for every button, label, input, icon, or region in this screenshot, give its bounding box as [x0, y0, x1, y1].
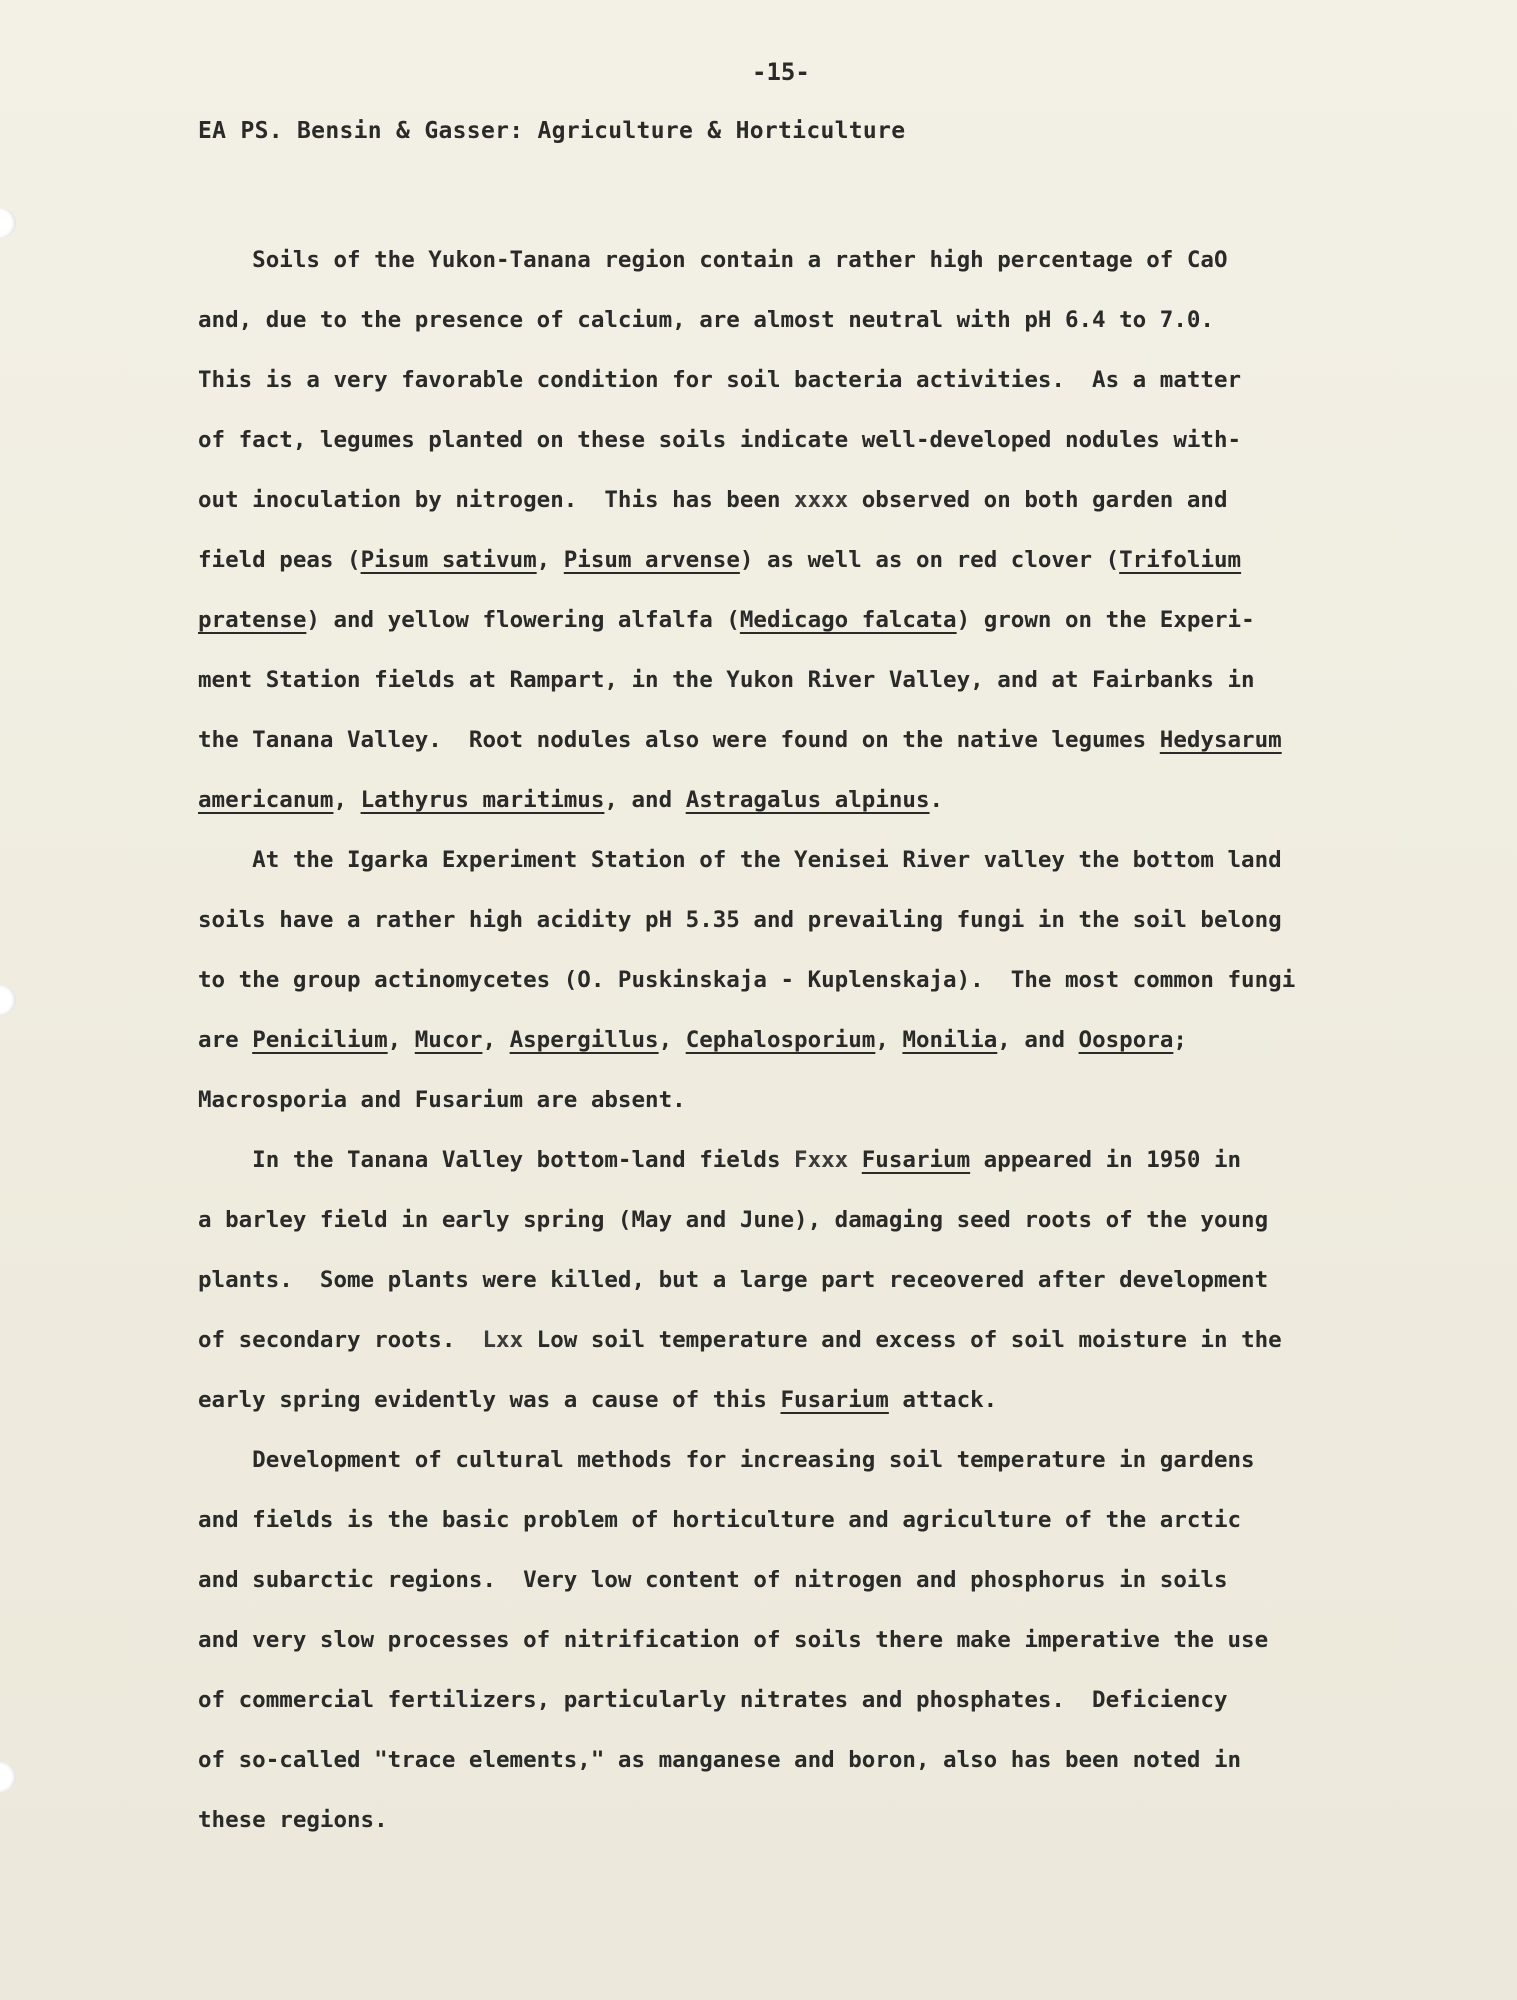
text-segment: [848, 1147, 862, 1173]
text-segment: .: [929, 787, 944, 813]
punch-hole: [0, 985, 16, 1015]
text-line: [198, 470, 1438, 530]
text-segment: ) and yellow flowering alfalfa (: [306, 607, 740, 633]
text-segment: Development of cultural methods for increasing soil temperature in gardens: [198, 1447, 1255, 1473]
text-segment: and fields is the basic problem of horticulture and agriculture of the arctic: [198, 1507, 1242, 1533]
underlined-term: Astragalus alpinus: [685, 787, 930, 813]
underlined-term: Medicago falcata: [739, 607, 957, 633]
text-segment: At the Igarka Experiment Station of the Yenisei River valley the bottom land: [198, 847, 1282, 873]
text-segment: a barley field in early spring (May and June), damaging seed roots of the young: [198, 1207, 1269, 1233]
text-segment: out inoculation by nitrogen. This has been: [198, 487, 795, 513]
text-segment: ment Station fields at Rampart, in the Yukon River Valley, and at Fairbanks in: [198, 667, 1255, 693]
text-segment: In the Tanana Valley bottom-land fields: [198, 1147, 795, 1173]
text-line: [198, 1550, 1438, 1610]
text-segment: of fact, legumes planted on these soils indicate well-developed nodules with-: [198, 427, 1242, 453]
text-segment: ) grown on the Experi-: [956, 607, 1255, 633]
underlined-term: Mucor: [414, 1027, 483, 1053]
text-line: [198, 1490, 1438, 1550]
text-line: [198, 1430, 1438, 1490]
text-line: [198, 410, 1438, 470]
text-segment: This is a very favorable condition for soil bacteria activities. As a matter: [198, 367, 1242, 393]
text-line: [198, 710, 1438, 770]
struck-out-typing: Lxx: [482, 1327, 524, 1353]
underlined-term: Monilia: [902, 1027, 998, 1053]
text-segment: ,: [333, 787, 361, 813]
text-line: [198, 1670, 1438, 1730]
punch-hole: [0, 1762, 16, 1792]
text-segment: attack.: [888, 1387, 998, 1413]
underlined-term: Pisum arvense: [563, 547, 740, 573]
underlined-term: Cephalosporium: [685, 1027, 876, 1053]
underlined-term: Aspergillus: [509, 1027, 659, 1053]
text-segment: observed on both garden and: [848, 487, 1228, 513]
text-segment: Macrosporia and Fusarium are absent.: [198, 1087, 686, 1113]
text-segment: , and: [997, 1027, 1079, 1053]
underlined-term: Fusarium: [861, 1147, 971, 1173]
text-segment: appeared in 1950 in: [970, 1147, 1242, 1173]
text-line: [198, 1190, 1438, 1250]
text-line: [198, 590, 1438, 650]
underlined-term: Lathyrus maritimus: [360, 787, 605, 813]
text-line: [198, 1610, 1438, 1670]
text-segment: of secondary roots.: [198, 1327, 483, 1353]
text-line: [198, 1370, 1438, 1430]
text-line: [198, 350, 1438, 410]
text-segment: these regions.: [198, 1807, 388, 1833]
text-line: [198, 890, 1438, 950]
text-segment: plants. Some plants were killed, but a large part receovered after development: [198, 1267, 1269, 1293]
text-segment: ,: [387, 1027, 415, 1053]
underlined-term: americanum: [198, 787, 334, 813]
text-line: [198, 230, 1438, 290]
text-line: [198, 1790, 1438, 1850]
text-segment: field peas (: [198, 547, 361, 573]
underlined-term: Penicilium: [252, 1027, 388, 1053]
text-segment: and, due to the presence of calcium, are almost neutral with pH 6.4 to 7.0.: [198, 307, 1214, 333]
text-segment: ,: [536, 547, 564, 573]
text-line: [198, 530, 1438, 590]
underlined-term: Pisum sativum: [360, 547, 537, 573]
text-segment: ,: [875, 1027, 903, 1053]
text-segment: early spring evidently was a cause of this: [198, 1387, 781, 1413]
text-line: [198, 1730, 1438, 1790]
underlined-term: Oospora: [1078, 1027, 1174, 1053]
text-segment: ) as well as on red clover (: [739, 547, 1120, 573]
text-segment: are: [198, 1027, 253, 1053]
text-line: [198, 830, 1438, 890]
text-line: [198, 1130, 1438, 1190]
text-segment: Soils of the Yukon-Tanana region contain a rather high percentage of CaO: [198, 247, 1228, 273]
struck-out-typing: Fxxx: [794, 1147, 849, 1173]
text-line: [198, 950, 1438, 1010]
underlined-term: Trifolium: [1119, 547, 1242, 573]
struck-out-typing: xxxx: [794, 487, 849, 513]
punch-hole: [0, 208, 16, 238]
text-line: [198, 770, 1438, 830]
text-segment: and subarctic regions. Very low content of nitrogen and phosphorus in soils: [198, 1567, 1228, 1593]
text-segment: the Tanana Valley. Root nodules also were found on the native legumes: [198, 727, 1160, 753]
text-segment: to the group actinomycetes (O. Puskinskaja - Kuplenskaja). The most common fungi: [198, 967, 1296, 993]
text-line: [198, 1070, 1438, 1130]
text-segment: Low soil temperature and excess of soil moisture in the: [523, 1327, 1282, 1353]
underlined-term: Hedysarum: [1159, 727, 1282, 753]
body-text: [198, 230, 1438, 1850]
page-number: -15-: [752, 58, 810, 86]
running-header: EA PS. Bensin & Gasser: Agriculture & Horticulture: [198, 118, 906, 144]
text-segment: soils have a rather high acidity pH 5.35 and prevailing fungi in the soil belong: [198, 907, 1282, 933]
text-line: [198, 650, 1438, 710]
text-segment: , and: [604, 787, 686, 813]
text-line: [198, 1310, 1438, 1370]
text-segment: ,: [658, 1027, 686, 1053]
text-segment: of so-called "trace elements," as manganese and boron, also has been noted in: [198, 1747, 1242, 1773]
text-segment: ,: [482, 1027, 510, 1053]
text-line: [198, 1010, 1438, 1070]
underlined-term: Fusarium: [780, 1387, 889, 1413]
text-line: [198, 290, 1438, 350]
text-segment: ;: [1173, 1027, 1187, 1053]
text-segment: of commercial fertilizers, particularly nitrates and phosphates. Deficiency: [198, 1687, 1228, 1713]
text-line: [198, 1250, 1438, 1310]
underlined-term: pratense: [198, 607, 307, 633]
text-segment: and very slow processes of nitrification of soils there make imperative the use: [198, 1627, 1269, 1653]
